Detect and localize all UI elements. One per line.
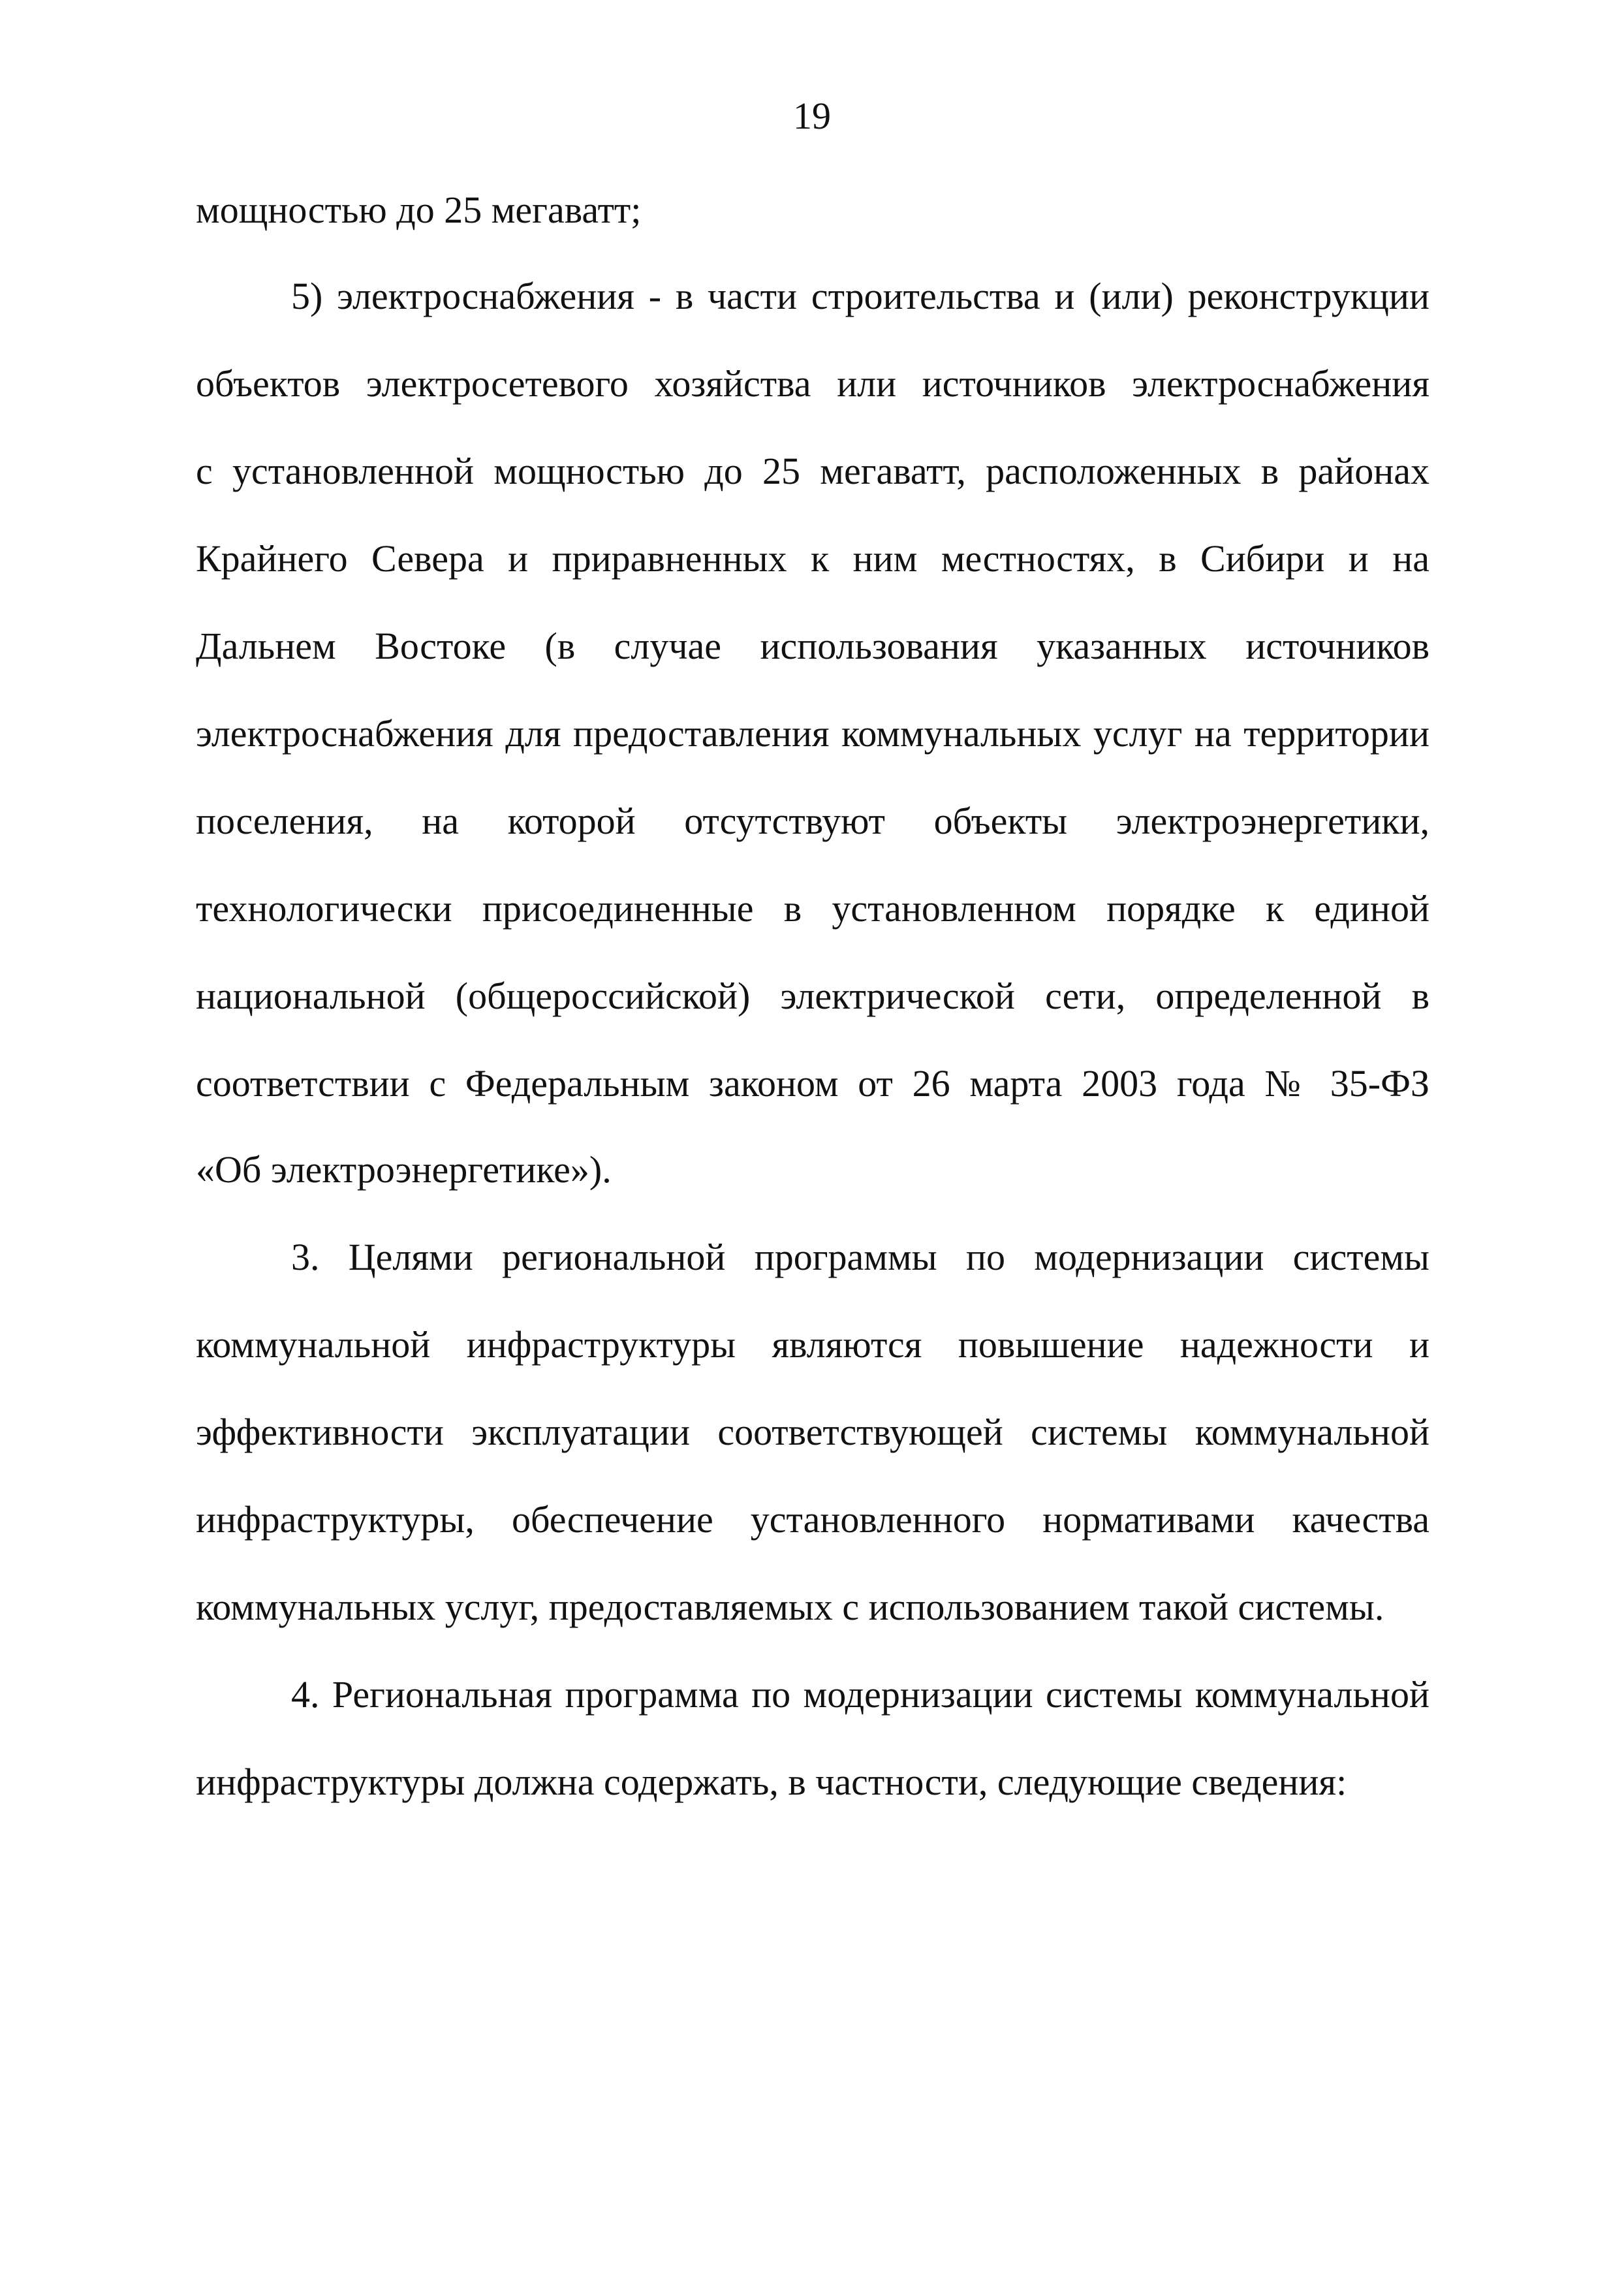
- text-line: соответствии с Федеральным законом от 26 марта 2003 года № 35-ФЗ: [196, 1062, 1429, 1105]
- text-line: инфраструктуры должна содержать, в частности, следующие сведения:: [196, 1761, 1347, 1803]
- text-line: объектов электросетевого хозяйства или источников электроснабжения: [196, 362, 1429, 405]
- text-line: национальной (общероссийской) электрической сети, определенной в: [196, 975, 1429, 1017]
- text-line: поселения, на которой отсутствуют объекты электроэнергетики,: [196, 800, 1429, 842]
- text-line: эффективности эксплуатации соответствующей системы коммунальной: [196, 1411, 1429, 1453]
- text-line: электроснабжения для предоставления коммунальных услуг на территории: [196, 712, 1429, 755]
- text-line: технологически присоединенные в установленном порядке к единой: [196, 887, 1429, 930]
- text-line: с установленной мощностью до 25 мегаватт, расположенных в районах: [196, 450, 1429, 492]
- page-number: 19: [793, 95, 831, 137]
- text-line: Дальнем Востоке (в случае использования указанных источников: [196, 625, 1429, 667]
- text-line: 3. Целями региональной программы по модернизации системы: [291, 1236, 1429, 1278]
- text-line: коммунальной инфраструктуры являются повышение надежности и: [196, 1323, 1429, 1366]
- text-line: инфраструктуры, обеспечение установленного нормативами качества: [196, 1498, 1429, 1541]
- text-line: Крайнего Севера и приравненных к ним местностях, в Сибири и на: [196, 537, 1429, 580]
- text-line: коммунальных услуг, предоставляемых с использованием такой системы.: [196, 1586, 1384, 1628]
- text-line: 5) электроснабжения - в части строительства и (или) реконструкции: [291, 275, 1429, 317]
- text-line: «Об электроэнергетике»).: [196, 1148, 612, 1191]
- text-line: мощностью до 25 мегаватт;: [196, 189, 642, 231]
- text-line: 4. Региональная программа по модернизации системы коммунальной: [291, 1673, 1429, 1716]
